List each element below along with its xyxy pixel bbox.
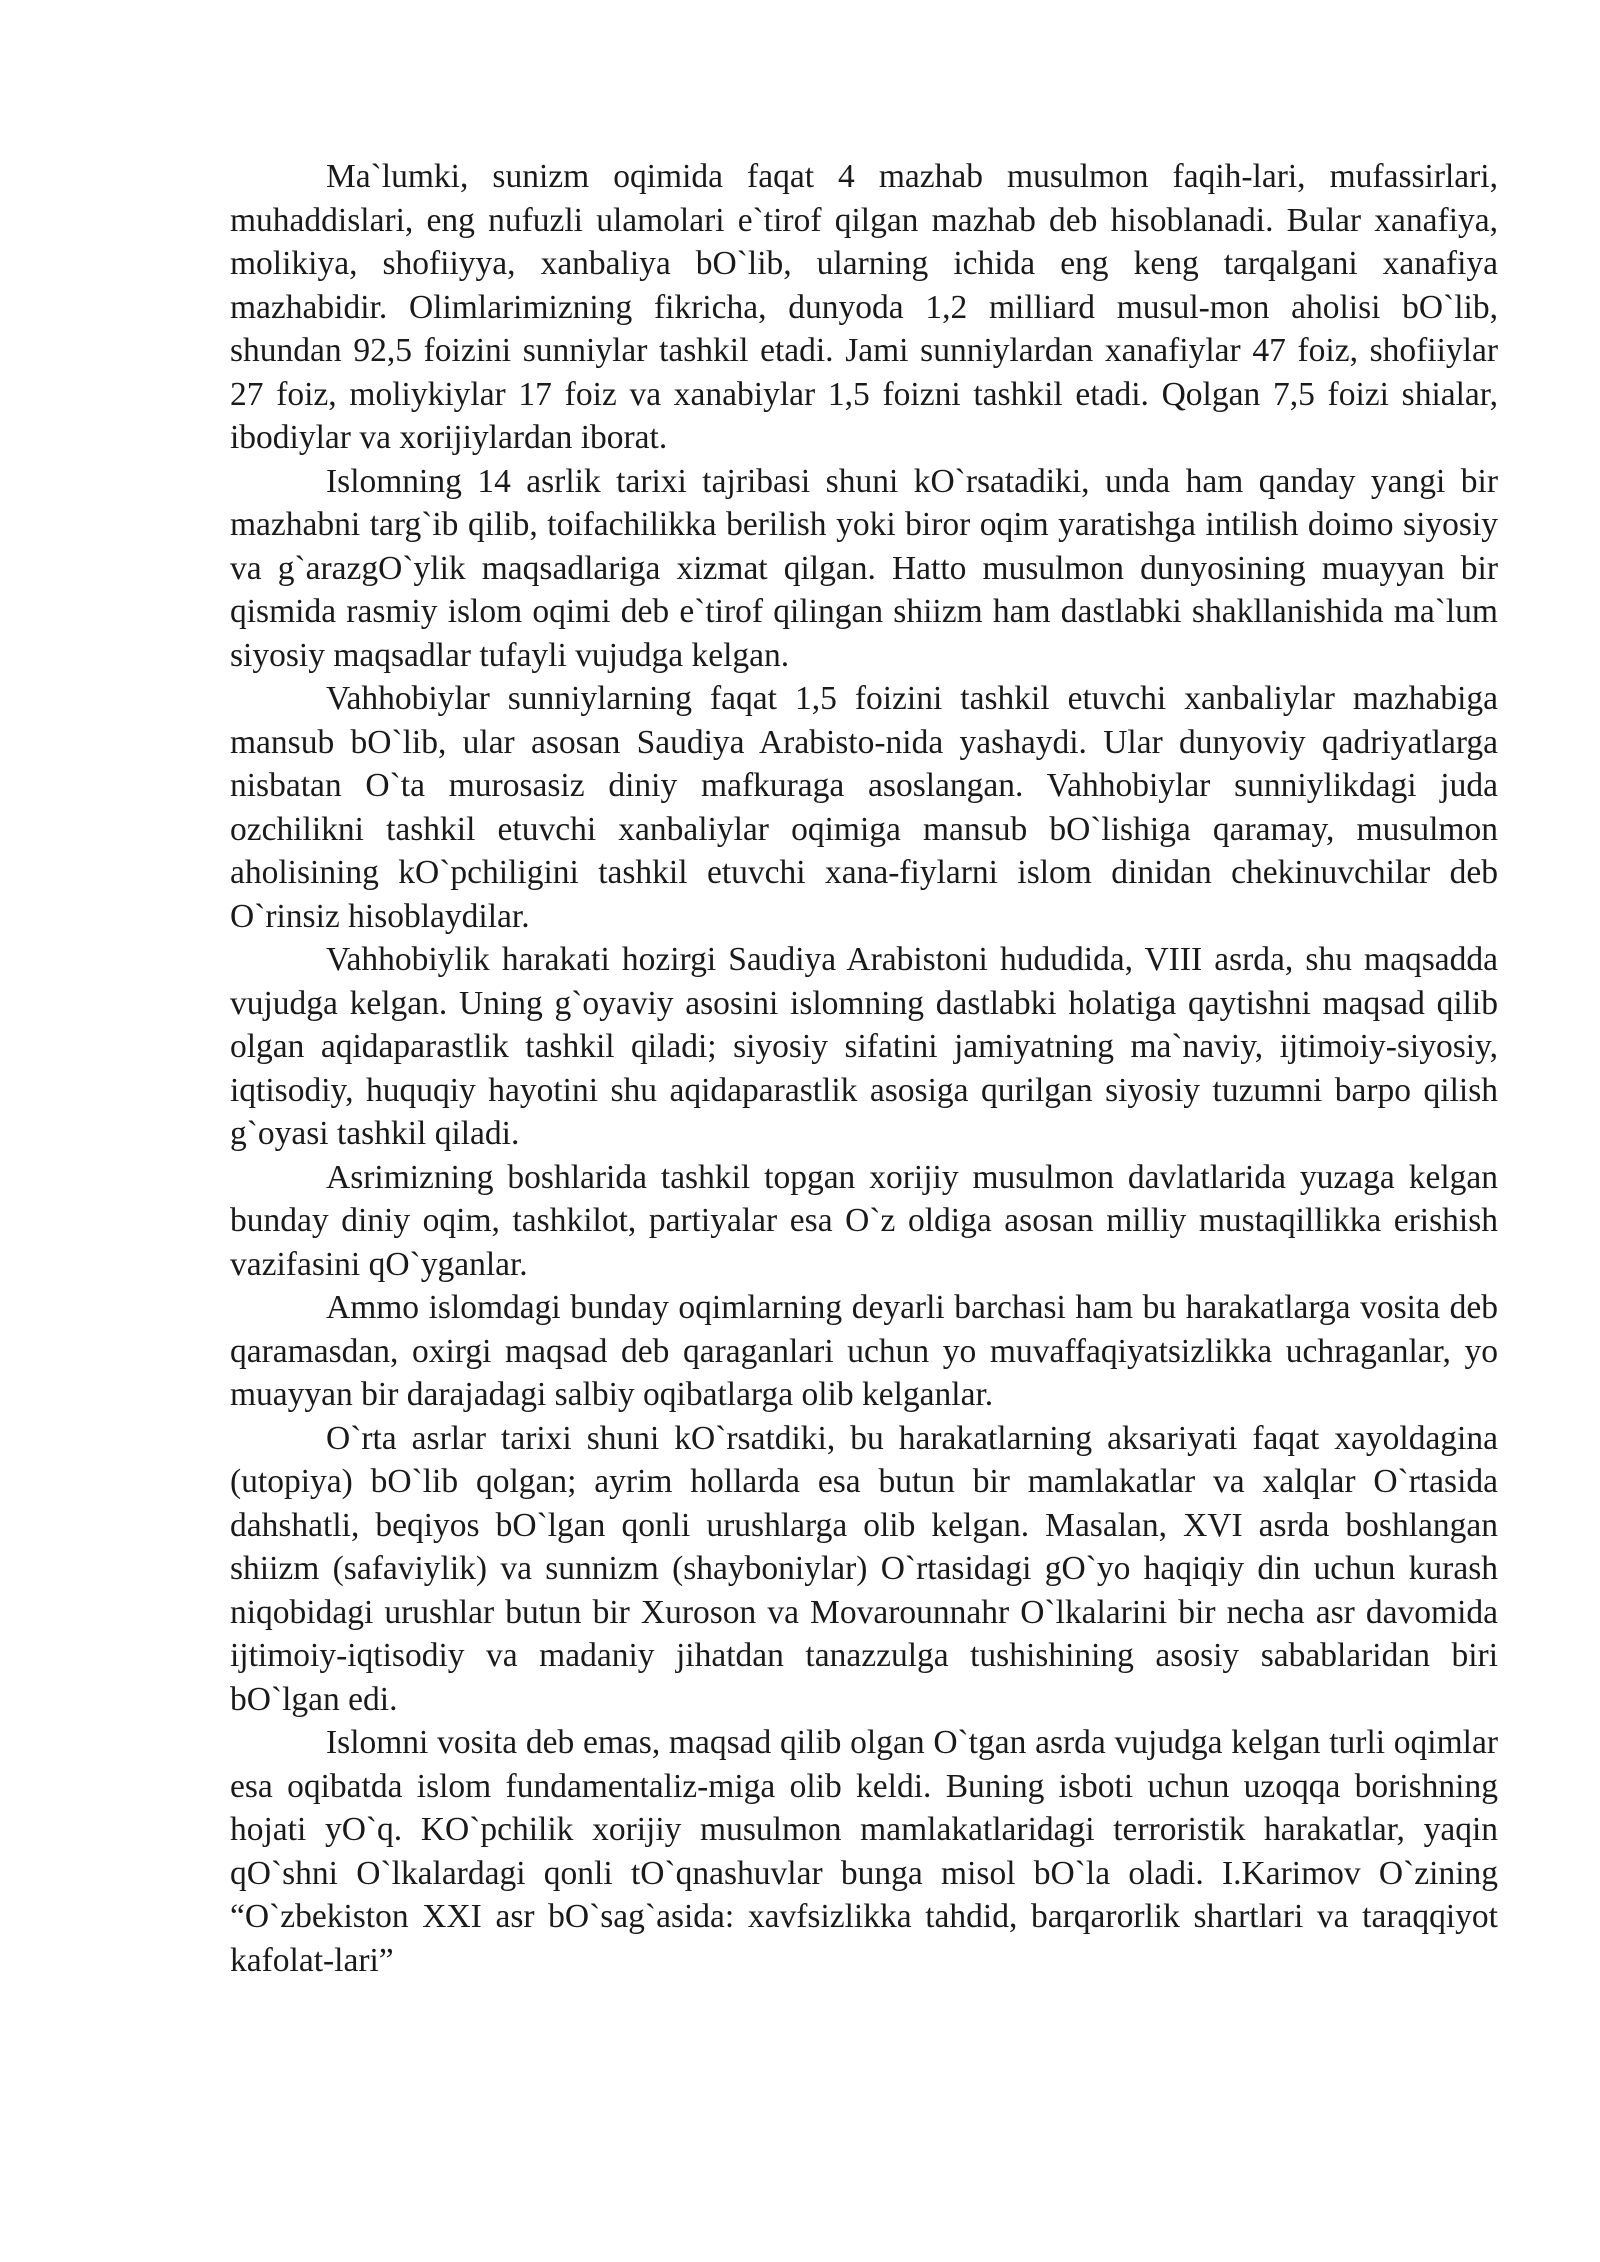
paragraph-middle-ages: O`rta asrlar tarixi shuni kO`rsatdiki, bu harakatlarning aksariyati faqat xayoldagina (utopiya) bO`lib qolgan; ayrim hollarda esa butun bir mamlakatlar va xalqlar O`rtasida dahshatli, beqiyos bO`lgan qonli urushlarga olib kelgan. Masalan, XVI asrda boshlangan shiizm (safaviylik) va sunnizm (shayboniylar) O`rtasidagi gO`yo haqiqiy din uchun kurash niqobidagi urushlar butun bir Xuroson va Movarounnahr O`lkalarini bir necha asr davomida ijtimoiy-iqtisodiy va madaniy jihatdan tanazzulga tushishining asosiy sabablaridan biri bO`lgan edi. <box>230 1419 1498 1718</box>
paragraph-madhhabs: Ma`lumki, sunizm oqimida faqat 4 mazhab musulmon faqih-lari, mufassirlari, muhaddislari, eng nufuzli ulamolari e`tirof qilgan mazhab deb hisoblanadi. Bular xanafiya, molikiya, shofiiyya, xanbaliya bO`lib, ularning ichida eng keng tarqalgani xanafiya mazhabidir. Olimlarimizning fikricha, dunyoda 1,2 milliard musul-mon aholisi bO`lib, shundan 92,5 foizini sunniylar tashkil etadi. Jami sunniylardan xanafiylar 47 foiz, shofiiylar 27 foiz, moliykiylar 17 foiz va xanabiylar 1,5 foizni tashkil etadi. Qolgan 7,5 foizi shialar, ibodiylar va xorijiylardan iborat. <box>230 158 1498 456</box>
paragraph-century-beginning: Asrimizning boshlarida tashkil topgan xorijiy musulmon davlatlarida yuzaga kelgan bunday diniy oqim, tashkilot, partiyalar esa O`z oldiga asosan milliy mustaqillikka erishish vazifasini qO`yganlar. <box>230 1158 1498 1283</box>
document-page <box>230 155 1498 1982</box>
paragraph-wahhabis: Vahhobiylar sunniylarning faqat 1,5 foizini tashkil etuvchi xanbaliylar mazhabiga mansub bO`lib, ular asosan Saudiya Arabisto-nida yashaydi. Ular dunyoviy qadriyatlarga nisbatan O`ta murosasiz diniy mafkuraga asoslangan. Vahhobiylar sunniylikdagi juda ozchilikni tashkil etuvchi xanbaliylar oqimiga mansub bO`lishiga qaramay, musulmon aholisining kO`pchiligini tashkil etuvchi xana-fiylarni islom dinidan chekinuvchilar deb O`rinsiz hisoblaydilar. <box>230 680 1498 935</box>
paragraph-fundamentalism: Islomni vosita deb emas, maqsad qilib olgan O`tgan asrda vujudga kelgan turli oqimlar esa oqibatda islom fundamentaliz-miga olib keldi. Buning isboti uchun uzoqqa borishning hojati yO`q. KO`pchilik xorijiy musulmon mamlakatlaridagi terroristik harakatlar, yaqin qO`shni O`lkalardagi qonli tO`qnashuvlar bunga misol bO`la oladi. I.Karimov O`zining “O`zbekiston XXI asr bO`sag`asida: xavfsizlikka tahdid, barqarorlik shartlari va taraqqiyot kafolat-lari” <box>230 1724 1498 1979</box>
paragraph-islam-history: Islomning 14 asrlik tarixi tajribasi shuni kO`rsatadiki, unda ham qanday yangi bir mazhabni targ`ib qilib, toifachilikka berilish yoki biror oqim yaratishga intilish doimo siyosiy va g`arazgO`ylik maqsadlariga xizmat qilgan. Hatto musulmon dunyosining muayyan bir qismida rasmiy islom oqimi deb e`tirof qilingan shiizm ham dastlabki shakllanishida ma`lum siyosiy maqsadlar tufayli vujudga kelgan. <box>230 462 1498 674</box>
paragraph-wahhabism-movement: Vahhobiylik harakati hozirgi Saudiya Arabistoni hududida, VIII asrda, shu maqsadda vujudga kelgan. Uning g`oyaviy asosini islomning dastlabki holatiga qaytishni maqsad qilib olgan aqidaparastlik tashkil qiladi; siyosiy sifatini jamiyatning ma`naviy, ijtimoiy-siyosiy, iqtisodiy, huquqiy hayotini shu aqidaparastlik asosiga qurilgan siyosiy tuzumni barpo qilish g`oyasi tashkil qiladi. <box>230 941 1498 1152</box>
paragraph-movements-outcome: Ammo islomdagi bunday oqimlarning deyarli barchasi ham bu harakatlarga vosita deb qaramasdan, oxirgi maqsad deb qaraganlari uchun yo muvaffaqiyatsizlikka uchraganlar, yo muayyan bir darajadagi salbiy oqibatlarga olib kelganlar. <box>230 1289 1498 1413</box>
